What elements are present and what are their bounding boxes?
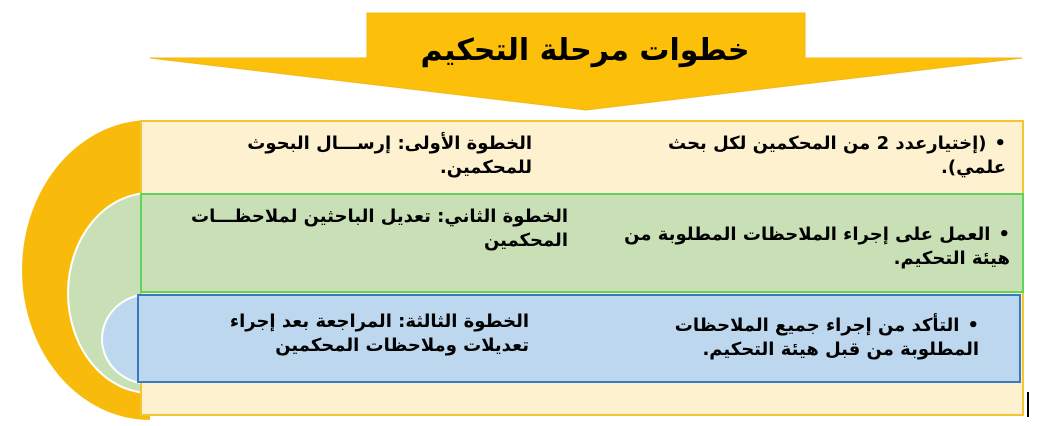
step-1-title: الخطوة الأولى: إرســـال البحوث للمحكمين. xyxy=(247,133,532,179)
text-cursor-mark xyxy=(1027,392,1029,417)
diagram-title: خطوات مرحلة التحكيم xyxy=(420,32,750,68)
step-1-action: • (إختيارعدد 2 من المحكمين لكل بحث علمي). xyxy=(606,132,1006,181)
step-3-action: • التأكد من إجراء جميع الملاحظات المطلوبة من قبل هيئة التحكيم. xyxy=(629,314,979,363)
step-row-2 xyxy=(140,193,1024,293)
step-2-action: • العمل على إجراء الملاحظات المطلوبة من هيئة التحكيم. xyxy=(590,223,1010,272)
step-row-3 xyxy=(137,294,1021,383)
step-2-title: الخطوة الثاني: تعديل الباحثين لملاحظـــات المحكمين xyxy=(191,206,568,252)
step-3-title: الخطوة الثالثة: المراجعة بعد إجراء تعديلات وملاحظات المحكمين xyxy=(229,311,529,357)
